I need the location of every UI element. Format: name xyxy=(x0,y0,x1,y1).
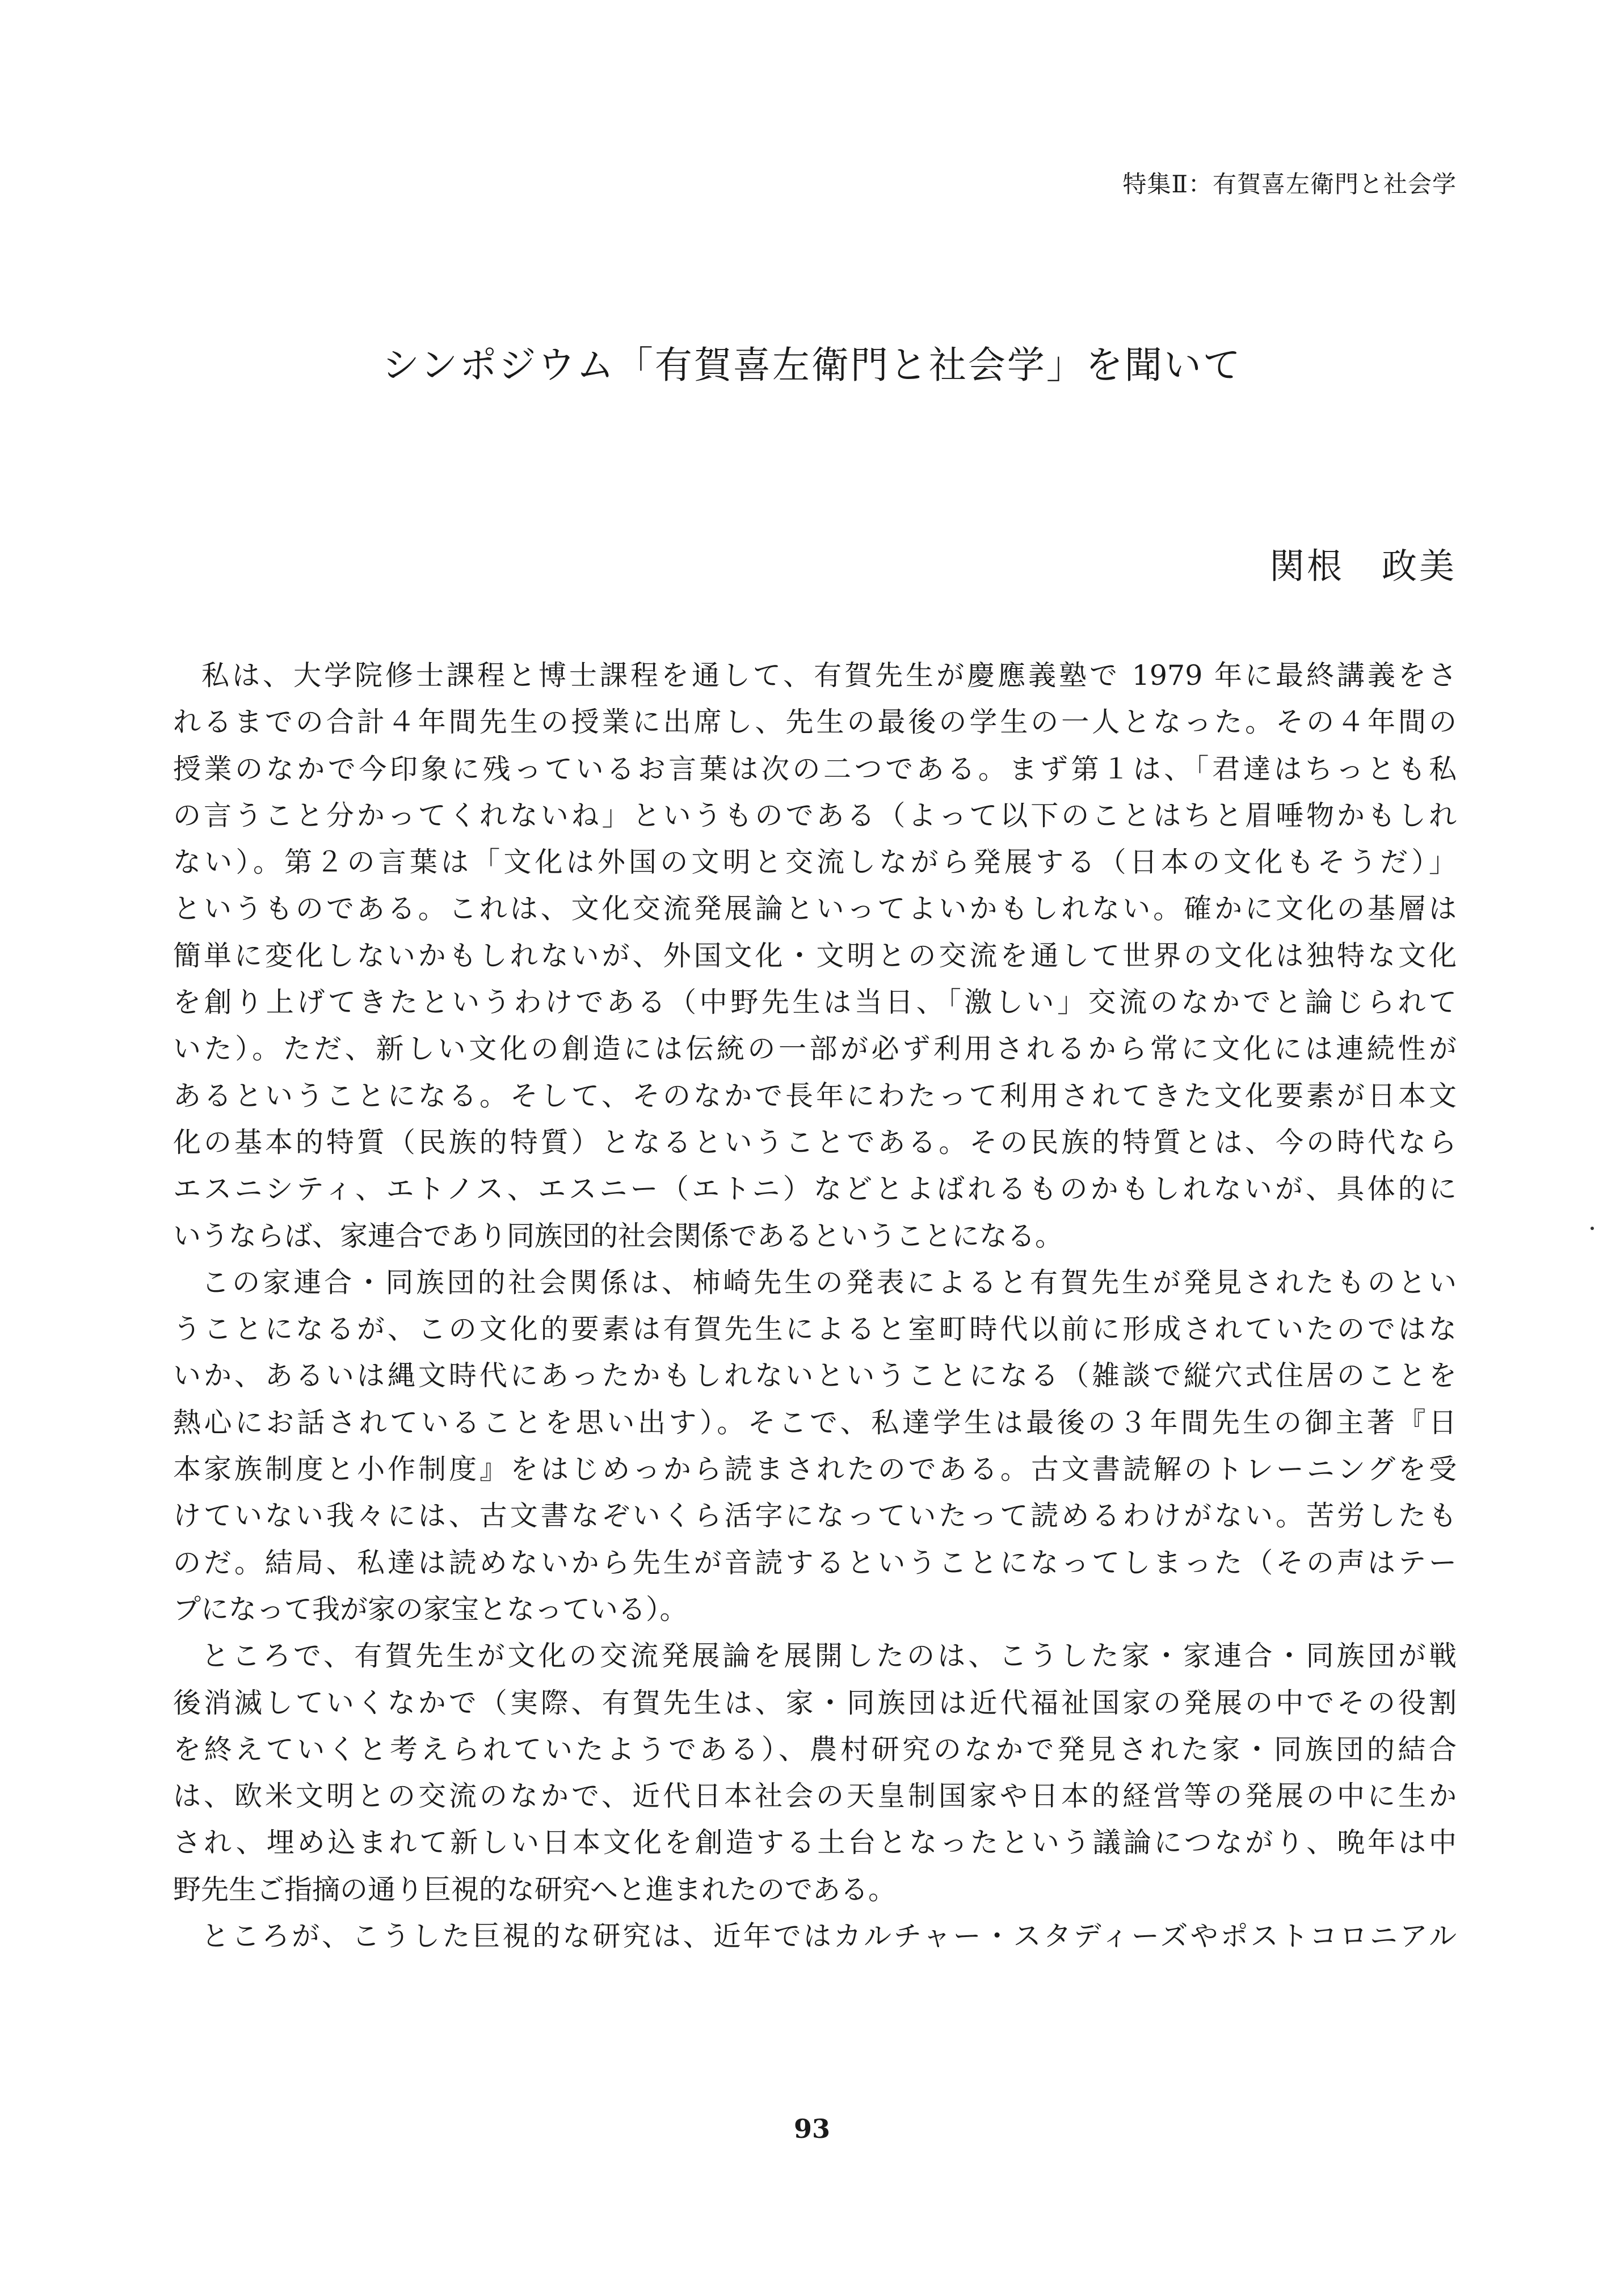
running-header: 特集Ⅱ：有賀喜左衛門と社会学 xyxy=(1122,170,1457,198)
body-line: いか、あるいは縄文時代にあったかもしれないということになる（雑談で縦穴式住居のことを xyxy=(173,1359,1457,1392)
body-line: あるということになる。そして、そのなかで長年にわたって利用されてきた文化要素が日本文 xyxy=(173,1079,1457,1112)
body-line: この家連合・同族団的社会関係は、柿崎先生の発表によると有賀先生が発見されたものとい xyxy=(201,1266,1457,1299)
body-line: を終えていくと考えられていたようである）、農村研究のなかで発見された家・同族団的結合 xyxy=(173,1733,1457,1766)
body-line: 後消滅していくなかで（実際、有賀先生は、家・同族団は近代福祉国家の発展の中でその役割 xyxy=(173,1686,1457,1719)
body-line: のだ。結局、私達は読めないから先生が音読するということになってしまった（その声はテー xyxy=(173,1546,1457,1579)
body-line: 簡単に変化しないかもしれないが、外国文化・文明との交流を通して世界の文化は独特な文化 xyxy=(173,939,1457,972)
body-line: を創り上げてきたというわけである（中野先生は当日、「激しい」交流のなかでと論じられて xyxy=(173,986,1457,1019)
body-line: プになって我が家の家宝となっている）。 xyxy=(173,1593,688,1626)
body-line: うことになるが、この文化的要素は有賀先生によると室町時代以前に形成されていたのではな xyxy=(173,1313,1457,1346)
body-line: 授業のなかで今印象に残っているお言葉は次の二つである。まず第１は、「君達はちっとも私 xyxy=(173,752,1457,785)
body-line: され、埋め込まれて新しい日本文化を創造する土台となったという議論につながり、晩年は中 xyxy=(173,1826,1457,1859)
body-line: の言うこと分かってくれないね」というものである（よって以下のことはちと眉唾物かもしれ xyxy=(173,799,1457,832)
body-line: 野先生ご指摘の通り巨視的な研究へと進まれたのである。 xyxy=(173,1873,897,1906)
body-line: というものである。これは、文化交流発展論といってよいかもしれない。確かに文化の基層は xyxy=(173,892,1457,925)
body-line: いうならば、家連合であり同族団的社会関係であるということになる。 xyxy=(173,1219,1063,1252)
body-line: けていない我々には、古文書なぞいくら活字になっていたって読めるわけがない。苦労したも xyxy=(173,1500,1457,1532)
author-name: 関根 政美 xyxy=(1269,545,1457,587)
body-line: は、欧米文明との交流のなかで、近代日本社会の天皇制国家や日本的経営等の発展の中に生か xyxy=(173,1780,1457,1813)
body-line: いた）。ただ、新しい文化の創造には伝統の一部が必ず利用されるから常に文化には連続性が xyxy=(173,1033,1457,1066)
article-body xyxy=(173,652,1457,1960)
body-line: 化の基本的特質（民族的特質）となるということである。その民族的特質とは、今の時代なら xyxy=(173,1126,1457,1159)
body-line: エスニシティ、エトノス、エスニー（エトニ）などとよばれるものかもしれないが、具体的に xyxy=(173,1173,1457,1206)
body-line: ところで、有賀先生が文化の交流発展論を展開したのは、こうした家・家連合・同族団が戦 xyxy=(201,1640,1457,1673)
body-line: 熱心にお話されていることを思い出す）。そこで、私達学生は最後の３年間先生の御主著『日 xyxy=(173,1406,1457,1439)
body-line: れるまでの合計４年間先生の授業に出席し、先生の最後の学生の一人となった。その４年間の xyxy=(173,706,1457,739)
body-line: 私は、大学院修士課程と博士課程を通して、有賀先生が慶應義塾で 1979 年に最終講義をさ xyxy=(201,659,1457,692)
body-line: ところが、こうした巨視的な研究は、近年ではカルチャー・スタディーズやポストコロニアル xyxy=(201,1920,1457,1953)
body-line: ない）。第２の言葉は「文化は外国の文明と交流しながら発展する（日本の文化もそうだ）」 xyxy=(173,846,1457,879)
body-line: 本家族制度と小作制度』をはじめっから読まされたのである。古文書読解のトレーニングを受 xyxy=(173,1453,1457,1486)
article-title: シンポジウム「有賀喜左衛門と社会学」を聞いて xyxy=(382,343,1242,387)
stray-mark xyxy=(1591,1227,1594,1230)
page-number: 93 xyxy=(793,2113,830,2144)
